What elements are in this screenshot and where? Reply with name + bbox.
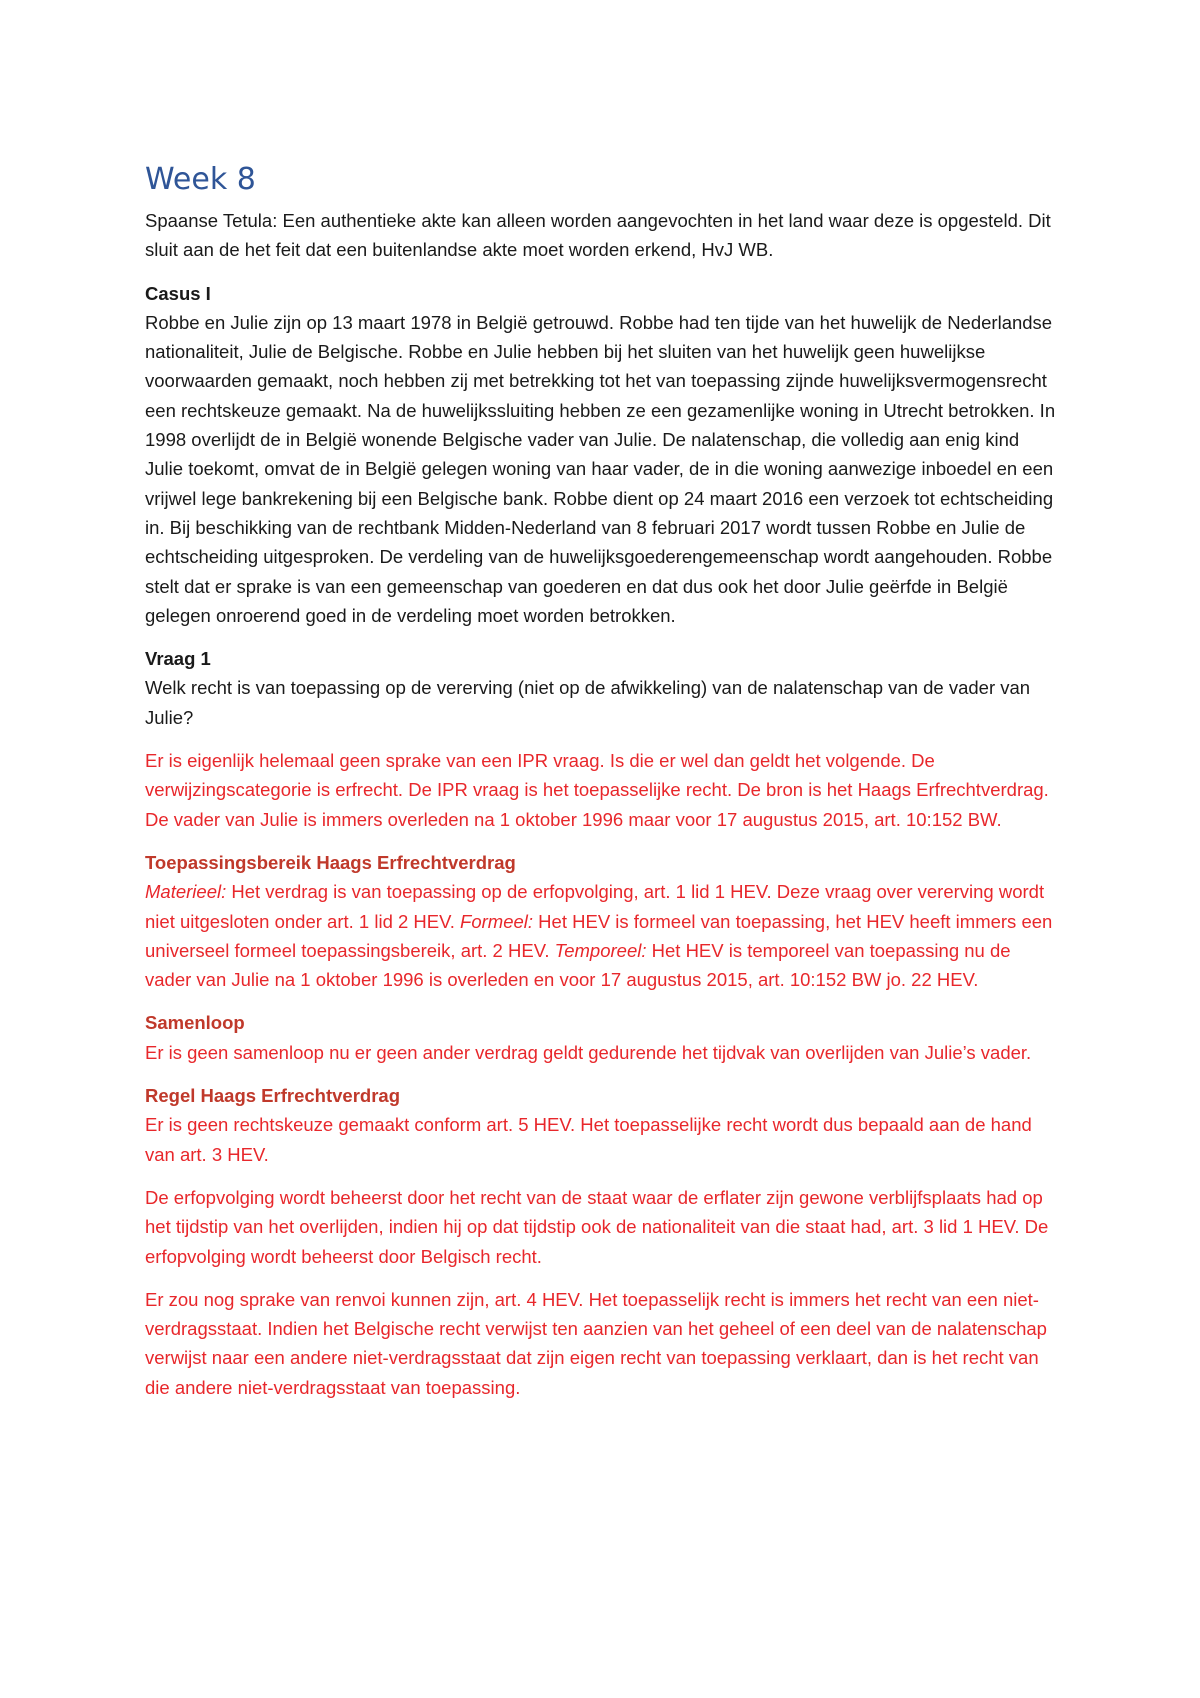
- regel-section: [145, 1081, 1060, 1169]
- page-title: Week 8: [145, 162, 256, 197]
- materieel-text: Het verdrag is van toepassing op de erfopvolging, art. 1 lid 1 HEV. Deze vraag over vererving wordt niet uitgesloten onder art. 1 lid 2 HEV.: [145, 881, 1045, 932]
- intro-paragraph: Spaanse Tetula: Een authentieke akte kan alleen worden aangevochten in het land waar deze is opgesteld. Dit sluit aan de het feit dat een buitenlandse akte moet worden erkend, HvJ WB.: [145, 210, 1051, 261]
- vraag1-text: Welk recht is van toepassing op de vererving (niet op de afwikkeling) van de nalatenschap van de vader van Julie?: [145, 677, 1031, 728]
- samenloop-heading: Samenloop: [145, 1012, 245, 1034]
- toepassingsbereik-heading: Toepassingsbereik Haags Erfrechtverdrag: [145, 851, 516, 873]
- formeel-label: Formeel:: [460, 910, 534, 932]
- vraag1-heading: Vraag 1: [145, 648, 211, 670]
- renvoi-paragraph: Er zou nog sprake van renvoi kunnen zijn, art. 4 HEV. Het toepasselijk recht is immers het recht van een niet-verdragsstaat. Indien het Belgische recht verwijst ten aanzien van het geheel of een deel van de nalatenschap verwijst naar een andere niet-verdragsstaat dat zijn eigen recht van toepassing verklaart, dan is het recht van die andere niet-verdragsstaat van toepassing.: [145, 1288, 1047, 1398]
- materieel-label: Materieel:: [145, 881, 227, 903]
- samenloop-section: [145, 1008, 1060, 1067]
- toepassingsbereik-section: [145, 848, 1060, 994]
- casus-text: Robbe en Julie zijn op 13 maart 1978 in België getrouwd. Robbe had ten tijde van het huwelijk de Nederlandse nationaliteit, Julie de Belgische. Robbe en Julie hebben bij het sluiten van het huwelijk geen huwelijkse voorwaarden gemaakt, noch hebben zij met betrekking tot het van toepassing zijnde huwelijksvermogensrecht een rechtskeuze gemaakt. Na de huwelijkssluiting hebben ze een gezamenlijke woning in Utrecht betrokken. In 1998 overlijdt de in België wonende Belgische vader van Julie. De nalatenschap, die volledig aan enig kind Julie toekomt, omvat de in België gelegen woning van haar vader, de in die woning aanwezige inboedel en een vrijwel lege bankrekening bij een Belgische bank. Robbe dient op 24 maart 2016 een verzoek tot echtscheiding in. Bij beschikking van de rechtbank Midden-Nederland van 8 februari 2017 wordt tussen Robbe en Julie de echtscheiding uitgesproken. De verdeling van de huwelijksgoederengemeenschap wordt aangehouden. Robbe stelt dat er sprake is van een gemeenschap van goederen en dat dus ook het door Julie geërfde in België gelegen onroerend goed in de verdeling moet worden betrokken.: [145, 311, 1056, 626]
- toepassingsbereik-text: [145, 877, 1060, 994]
- vraag1-section: [145, 644, 1060, 732]
- answer-intro-paragraph: Er is eigenlijk helemaal geen sprake van een IPR vraag. Is die er wel dan geldt het volgende. De verwijzingscategorie is erfrecht. De IPR vraag is het toepasselijke recht. De bron is het Haags Erfrechtverdrag. De vader van Julie is immers overleden na 1 oktober 1996 maar voor 17 augustus 2015, art. 10:152 BW.: [145, 750, 1049, 830]
- samenloop-text: Er is geen samenloop nu er geen ander verdrag geldt gedurende het tijdvak van overlijden van Julie’s vader.: [145, 1041, 1032, 1063]
- erfopvolging-paragraph: De erfopvolging wordt beheerst door het recht van de staat waar de erflater zijn gewone verblijfsplaats had op het tijdstip van het overlijden, indien hij op dat tijdstip ook de nationaliteit van die staat had, art. 3 lid 1 HEV. De erfopvolging wordt beheerst door Belgisch recht.: [145, 1186, 1049, 1267]
- regel-text: Er is geen rechtskeuze gemaakt conform art. 5 HEV. Het toepasselijke recht wordt dus bepaald aan de hand van art. 3 HEV.: [145, 1114, 1032, 1165]
- casus-section: [145, 279, 1060, 631]
- casus-heading: Casus I: [145, 282, 211, 304]
- temporeel-text: Het HEV is temporeel van toepassing nu de vader van Julie na 1 oktober 1996 is overleden en voor 17 augustus 2015, art. 10:152 BW jo. 22 HEV.: [145, 939, 1011, 991]
- regel-heading: Regel Haags Erfrechtverdrag: [145, 1085, 400, 1107]
- formeel-text: Het HEV is formeel van toepassing, het HEV heeft immers een universeel formeel toepassingsbereik, art. 2 HEV.: [145, 910, 1053, 961]
- temporeel-label: Temporeel:: [554, 939, 647, 961]
